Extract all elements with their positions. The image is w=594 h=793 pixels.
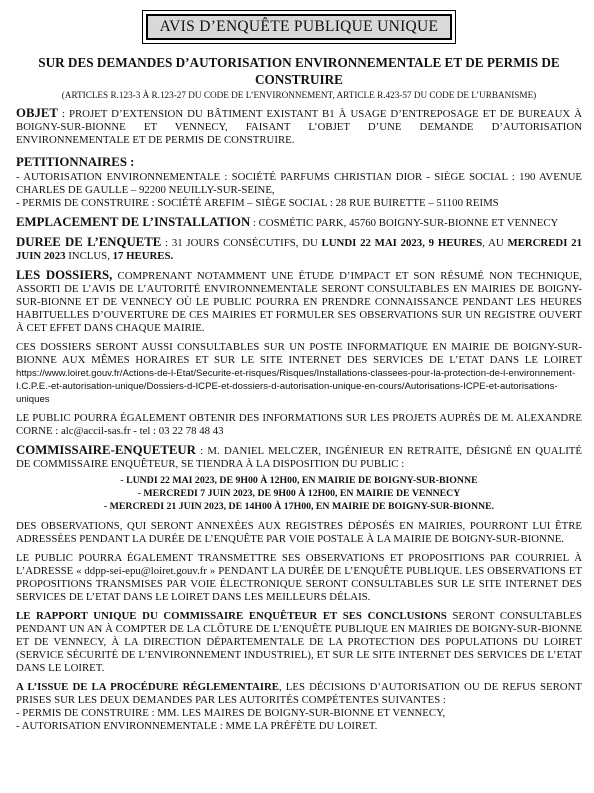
duree-start: LUNDI 22 MAI 2023, 9 HEURES	[321, 237, 483, 249]
dossiers-paragraph	[16, 269, 582, 335]
duree-label: DUREE DE L’ENQUETE	[16, 235, 162, 249]
observations-postal-paragraph: DES OBSERVATIONS, QUI SERONT ANNEXÉES AUX REGISTRES DÉPOSÉS EN MAIRIES, POURRONT LUI ÊTRE ADRESSÉES PENDANT LA DURÉE DE L’ENQUÊTE PAR VOIE POSTALE À LA MAIRIE DE BOIGNY-SUR-BIONNE.	[16, 519, 582, 545]
petitionnaires-label	[16, 153, 582, 171]
notice-title: AVIS D’ENQUÊTE PUBLIQUE UNIQUE	[146, 14, 452, 40]
title-wrap	[16, 14, 582, 40]
rapport-label: LE RAPPORT UNIQUE DU COMMISSAIRE ENQUÊTEUR ET SES CONCLUSIONS	[16, 609, 447, 622]
duree-paragraph	[16, 236, 582, 263]
permanences-list	[16, 474, 582, 514]
issue-label: A L’ISSUE DE LA PROCÉDURE RÉGLEMENTAIRE	[16, 680, 279, 693]
permanence-item: - LUNDI 22 MAI 2023, DE 9H00 À 12H00, EN MAIRIE DE BOIGNY-SUR-BIONNE	[120, 475, 478, 486]
petitionnaires-heading: PETITIONNAIRES :	[16, 155, 135, 169]
rapport-text: SERONT CONSULTABLES PENDANT UN AN À COMPTER DE LA CLÔTURE DE L’ENQUÊTE PUBLIQUE EN MAIRIES DE BOIGNY-SUR-BIONNE ET DE VENNECY, À LA DIRECTION DÉPARTEMENTALE DE LA PROTECTION DES POPULATIONS DU LOIRET (SERVICE SÉCURITÉ DE L’ENVIRONNEMENT INDUSTRIEL), ET SUR LE SITE INTERNET DES SERVICES DE L’ETAT DANS LE LOIRET.	[16, 609, 582, 674]
commissaire-text: : M. DANIEL MELCZER, INGÉNIEUR EN RETRAITE, DÉSIGNÉ EN QUALITÉ DE COMMISSAIRE ENQUÊTEUR, SE TIENDRA À LA DISPOSITION DU PUBLIC :	[16, 445, 582, 470]
poste-text: CES DOSSIERS SERONT AUSSI CONSULTABLES SUR UN POSTE INFORMATIQUE EN MAIRIE DE BOIGNY-SUR-BIONNE AUX MÊMES HORAIRES ET SUR LE SITE INTERNET DES SERVICES DE L’ETAT DANS LE LOIRET	[16, 341, 582, 366]
observations-email-paragraph: LE PUBLIC POURRA ÉGALEMENT TRANSMETTRE SES OBSERVATIONS ET PROPOSITIONS PAR COURRIEL À L’ADRESSE « ddpp-sei-epu@loiret.gouv.fr » PENDANT LA DURÉE DE L’ENQUÊTE PUBLIQUE. LES OBSERVATIONS ET PROPOSITIONS TRANSMISES PAR VOIE ÉLECTRONIQUE SERONT CONSULTABLES SUR LE SITE INTERNET DES SERVICES DE L’ETAT DANS LE LOIRET DANS LES MEILLEURS DÉLAIS.	[16, 551, 582, 603]
petitionnaire-line-2: - PERMIS DE CONSTRUIRE : SOCIÉTÉ AREFIM – SIÈGE SOCIAL : 28 RUE BUIRETTE – 51100 REIMS	[16, 197, 499, 209]
legal-references: (ARTICLES R.123-3 À R.123-27 DU CODE DE L’ENVIRONNEMENT, ARTICLE R.423-57 DU CODE DE L’URBANISME)	[61, 90, 537, 100]
dossiers-url-link[interactable]: https://www.loiret.gouv.fr/Actions-de-l-Etat/Securite-et-risques/Risques/Installations-classees-pour-la-protection-de-l-environnement-I.C.P.E.-et-autorisation-unique/Dossiers-d-ICPE-et-dossiers-d-autorisation-unique-en-cours/Autorisations-ICPE-et-autorisations-uniques	[16, 368, 576, 405]
notice-heading: SUR DES DEMANDES D’AUTORISATION ENVIRONNEMENTALE ET DE PERMIS DE CONSTRUIRE	[38, 55, 560, 87]
permanence-item: - MERCREDI 7 JUIN 2023, DE 9H00 À 12H00, EN MAIRIE DE VENNECY	[137, 488, 461, 500]
duree-text-a: : 31 JOURS CONSÉCUTIFS, DU	[161, 237, 322, 249]
emplacement-label: EMPLACEMENT DE L’INSTALLATION	[16, 215, 251, 229]
commissaire-label: COMMISSAIRE-ENQUETEUR	[16, 443, 196, 457]
emplacement-paragraph	[16, 216, 582, 230]
commissaire-paragraph	[16, 444, 582, 471]
issue-text: , LES DÉCISIONS D’AUTORISATION OU DE REFUS SERONT PRISES SUR LES DEUX DEMANDES PAR LES AUTORITÉS COMPÉTENTES SUIVANTES :	[16, 680, 582, 706]
dossiers-text: COMPRENANT NOTAMMENT UNE ÉTUDE D’IMPACT ET SON RÉSUMÉ NON TECHNIQUE, ASSORTI DE L’AVIS DE L’AUTORITÉ ENVIRONNEMENTALE SERONT CONSULTABLES EN MAIRIES DE BOIGNY-SUR-BIONNE ET DE VENNECY OÙ LE PUBLIC POURRA EN PRENDRE CONNAISSANCE PENDANT LES HEURES HABITUELLES D’OUVERTURE DE CES MAIRIES ET FORMULER SES OBSERVATIONS SUR UN REGISTRE OUVERT À CET EFFET DANS CHAQUE MAIRIE.	[16, 270, 582, 334]
emplacement-text: : COSMÉTIC PARK, 45760 BOIGNY-SUR-BIONNE ET VENNECY	[250, 217, 559, 229]
duree-end: MERCREDI 21 JUIN 2023	[16, 237, 582, 262]
issue-line-1: - PERMIS DE CONSTRUIRE : MM. LES MAIRES DE BOIGNY-SUR-BIONNE ET VENNECY,	[16, 706, 446, 719]
poste-paragraph	[16, 341, 582, 406]
objet-label: OBJET	[16, 106, 58, 120]
objet-paragraph	[16, 107, 582, 147]
duree-text-c: INCLUS,	[65, 250, 113, 262]
issue-paragraph	[16, 681, 582, 707]
issue-line-2: - AUTORISATION ENVIRONNEMENTALE : MME LA PRÉFÈTE DU LOIRET.	[16, 719, 378, 732]
dossiers-label: LES DOSSIERS,	[16, 268, 113, 282]
objet-text: : PROJET D’EXTENSION DU BÂTIMENT EXISTANT B1 À USAGE D’ENTREPOSAGE ET DE BUREAUX À BOIGNY-SUR-BIONNE ET VENNECY, FAISANT L’OBJET D’UNE DEMANDE D’AUTORISATION ENVIRONNEMENTALE ET DE PERMIS DE CONSTRUIRE.	[16, 108, 582, 146]
permanence-item: - MERCREDI 21 JUIN 2023, DE 14H00 À 17H00, EN MAIRIE DE BOIGNY-SUR-BIONNE.	[103, 501, 495, 513]
contact-paragraph: LE PUBLIC POURRA ÉGALEMENT OBTENIR DES INFORMATIONS SUR LES PROJETS AUPRÈS DE M. ALEXANDRE CORNE : alc@accil-sas.fr - tel : 03 22 78 48 43	[16, 412, 582, 437]
duree-text-b: , AU	[482, 237, 508, 249]
duree-hours: 17 HEURES.	[112, 250, 174, 262]
petitionnaire-line-1: - AUTORISATION ENVIRONNEMENTALE : SOCIÉTÉ PARFUMS CHRISTIAN DIOR - SIÈGE SOCIAL : 190 AVENUE CHARLES DE GAULLE – 92200 NEUILLY-SUR-SEINE,	[16, 171, 582, 196]
rapport-paragraph	[16, 610, 582, 675]
